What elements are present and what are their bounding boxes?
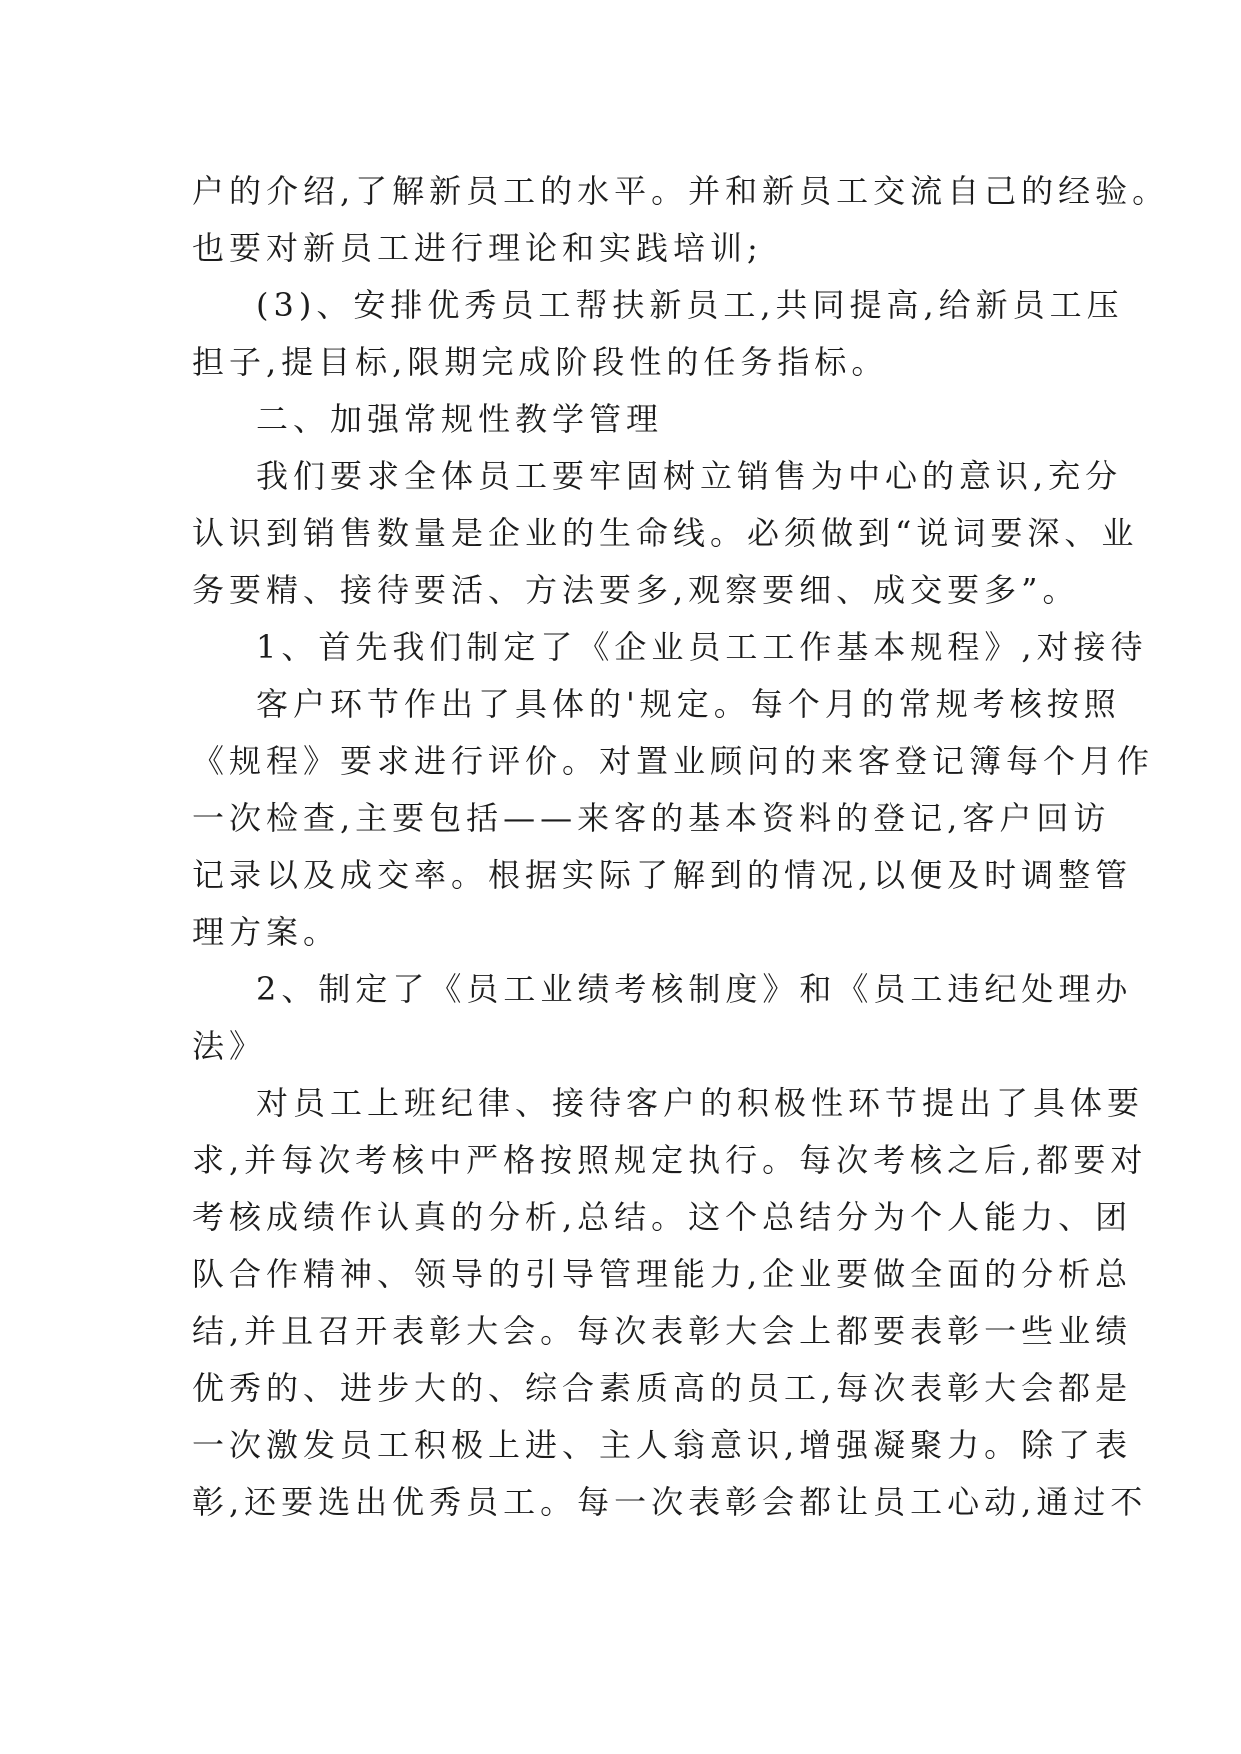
text-line: 队合作精神、领导的引导管理能力,企业要做全面的分析总 <box>192 1255 1133 1293</box>
text-line: 对员工上班纪律、接待客户的积极性环节提出了具体要 <box>256 1084 1145 1122</box>
text-line: 理方案。 <box>192 913 341 951</box>
text-line: 结,并且召开表彰大会。每次表彰大会上都要表彰一些业绩 <box>192 1312 1133 1350</box>
section-heading: 二、加强常规性教学管理 <box>256 400 664 438</box>
text-line: 我们要求全体员工要牢固树立销售为中心的意识,充分 <box>256 457 1123 495</box>
text-line: 客户环节作出了具体的'规定。每个月的常规考核按照 <box>256 685 1121 723</box>
text-line: 一次激发员工积极上进、主人翁意识,增强凝聚力。除了表 <box>192 1426 1133 1464</box>
text-line: 一次检查,主要包括——来客的基本资料的登记,客户回访 <box>192 799 1111 837</box>
text-line: 法》 <box>192 1027 267 1065</box>
text-line: 2、制定了《员工业绩考核制度》和《员工违纪处理办 <box>256 970 1133 1008</box>
text-line: 务要精、接待要活、方法要多,观察要细、成交要多”。 <box>192 571 1080 609</box>
text-line: (3)、安排优秀员工帮扶新员工,共同提高,给新员工压 <box>256 286 1124 324</box>
text-line: 户的介绍,了解新员工的水平。并和新员工交流自己的经验。 <box>192 172 1170 210</box>
text-line: 优秀的、进步大的、综合素质高的员工,每次表彰大会都是 <box>192 1369 1133 1407</box>
text-line: 彰,还要选出优秀员工。每一次表彰会都让员工心动,通过不 <box>192 1483 1148 1521</box>
text-line: 认识到销售数量是企业的生命线。必须做到“说词要深、业 <box>192 514 1139 552</box>
text-line: 求,并每次考核中严格按照规定执行。每次考核之后,都要对 <box>192 1141 1148 1179</box>
text-line: 考核成绩作认真的分析,总结。这个总结分为个人能力、团 <box>192 1198 1133 1236</box>
text-line: 记录以及成交率。根据实际了解到的情况,以便及时调整管 <box>192 856 1133 894</box>
document-body <box>192 163 1170 1531</box>
text-line: 也要对新员工进行理论和实践培训; <box>192 229 763 267</box>
text-line: 《规程》要求进行评价。对置业顾问的来客登记簿每个月作 <box>192 742 1155 780</box>
text-line: 1、首先我们制定了《企业员工工作基本规程》,对接待 <box>256 628 1148 666</box>
text-line: 担子,提目标,限期完成阶段性的任务指标。 <box>192 343 889 381</box>
